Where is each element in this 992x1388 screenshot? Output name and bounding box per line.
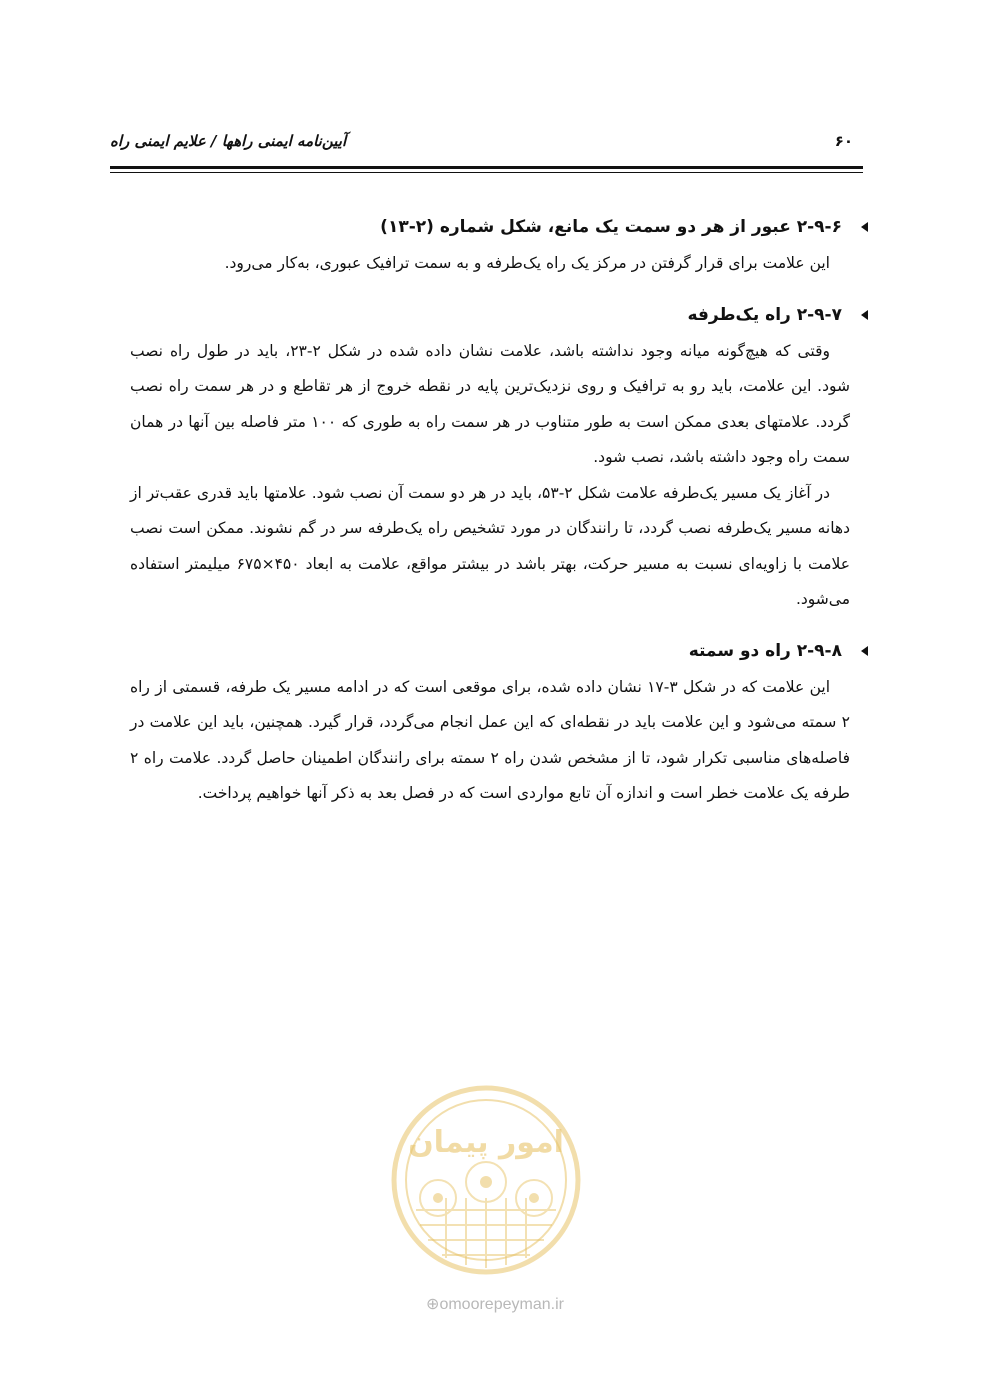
paragraph: این علامت برای قرار گرفتن در مرکز یک راه یک‌طرفه و به سمت ترافیک عبوری، به‌کار می‌رود.	[224, 254, 830, 272]
page-content	[130, 212, 850, 830]
watermark-url	[380, 1294, 610, 1314]
section-heading-text: ۲-۹-۸ راه دو سمته	[688, 640, 842, 661]
section-heading	[130, 212, 868, 242]
paragraph: این علامت که در شکل ۳-۱۷ نشان داده شده، برای موقعی است که در ادامه مسیر یک طرفه، قسمتی از راه ۲ سمته می‌شود و این علامت باید در نقطه‌ای که این عمل انجام می‌گردد، قرار گیرد. همچنین، باید این علامت در فاصله‌های مناسبی تکرار شود، تا از مشخص شدن راه ۲ سمته برای رانندگان اطمینان حاصل گردد. علامت راه ۲ طرفه یک علامت خطر است و اندازه آن تابع مواردی است که در فصل بعد به ذکر آنها خواهیم پرداخت.	[130, 677, 850, 802]
section-heading	[130, 636, 868, 666]
paragraph: وقتی که هیچ‌گونه میانه وجود نداشته باشد، علامت نشان داده شده در شکل ۲-۲۳، باید در طول راه نصب شود. این علامت، باید رو به ترافیک و روی نزدیک‌ترین پایه در نقطه خروج از هر تقاطع و در هر سمت راه نصب گردد. علامتهای بعدی ممکن است به طور متناوب در هر سمت راه به طوری که ۱۰۰ متر فاصله بین آنها در همان سمت راه وجود داشته باشد، نصب شود.	[130, 341, 851, 466]
header-title: آیین‌نامه ایمنی راهها / علایم ایمنی راه	[110, 132, 347, 150]
bullet-triangle-icon	[861, 310, 868, 320]
paragraph: در آغاز یک مسیر یک‌طرفه علامت شکل ۲-۵۳، باید در هر دو سمت آن نصب شود. علامتها باید قدری عقب‌تر از دهانه مسیر یک‌طرفه نصب گردد، تا رانندگان در مورد تشخیص راه یک‌طرفه سر در گم نشوند. ممکن است نصب علامت با زاویه‌ای نسبت به مسیر حرکت، بهتر باشد در بیشتر مواقع، علامت به ابعاد ۴۵۰×۶۷۵ میلیمتر استفاده می‌شود.	[130, 483, 850, 608]
watermark-logo	[386, 1080, 586, 1280]
header-rule-thin	[110, 172, 863, 173]
section-heading-text: ۲-۹-۶ عبور از هر دو سمت یک مانع، شکل شماره (۲-۱۳)	[380, 217, 842, 237]
running-header	[110, 128, 863, 158]
watermark-logo-text: امور پیمان	[408, 1125, 564, 1160]
bullet-triangle-icon	[861, 646, 868, 656]
section-heading	[130, 300, 868, 330]
section-2-9-8	[130, 636, 850, 812]
watermark-url-text: omoorepeyman.ir	[439, 1296, 564, 1313]
section-2-9-7	[130, 300, 850, 618]
section-2-9-6	[130, 212, 850, 282]
page-number: ۶۰	[834, 132, 853, 150]
section-heading-text: ۲-۹-۷ راه یک‌طرفه	[687, 304, 842, 325]
globe-icon: ⊕	[426, 1296, 440, 1313]
header-rule	[110, 166, 863, 169]
bullet-triangle-icon	[861, 222, 868, 232]
